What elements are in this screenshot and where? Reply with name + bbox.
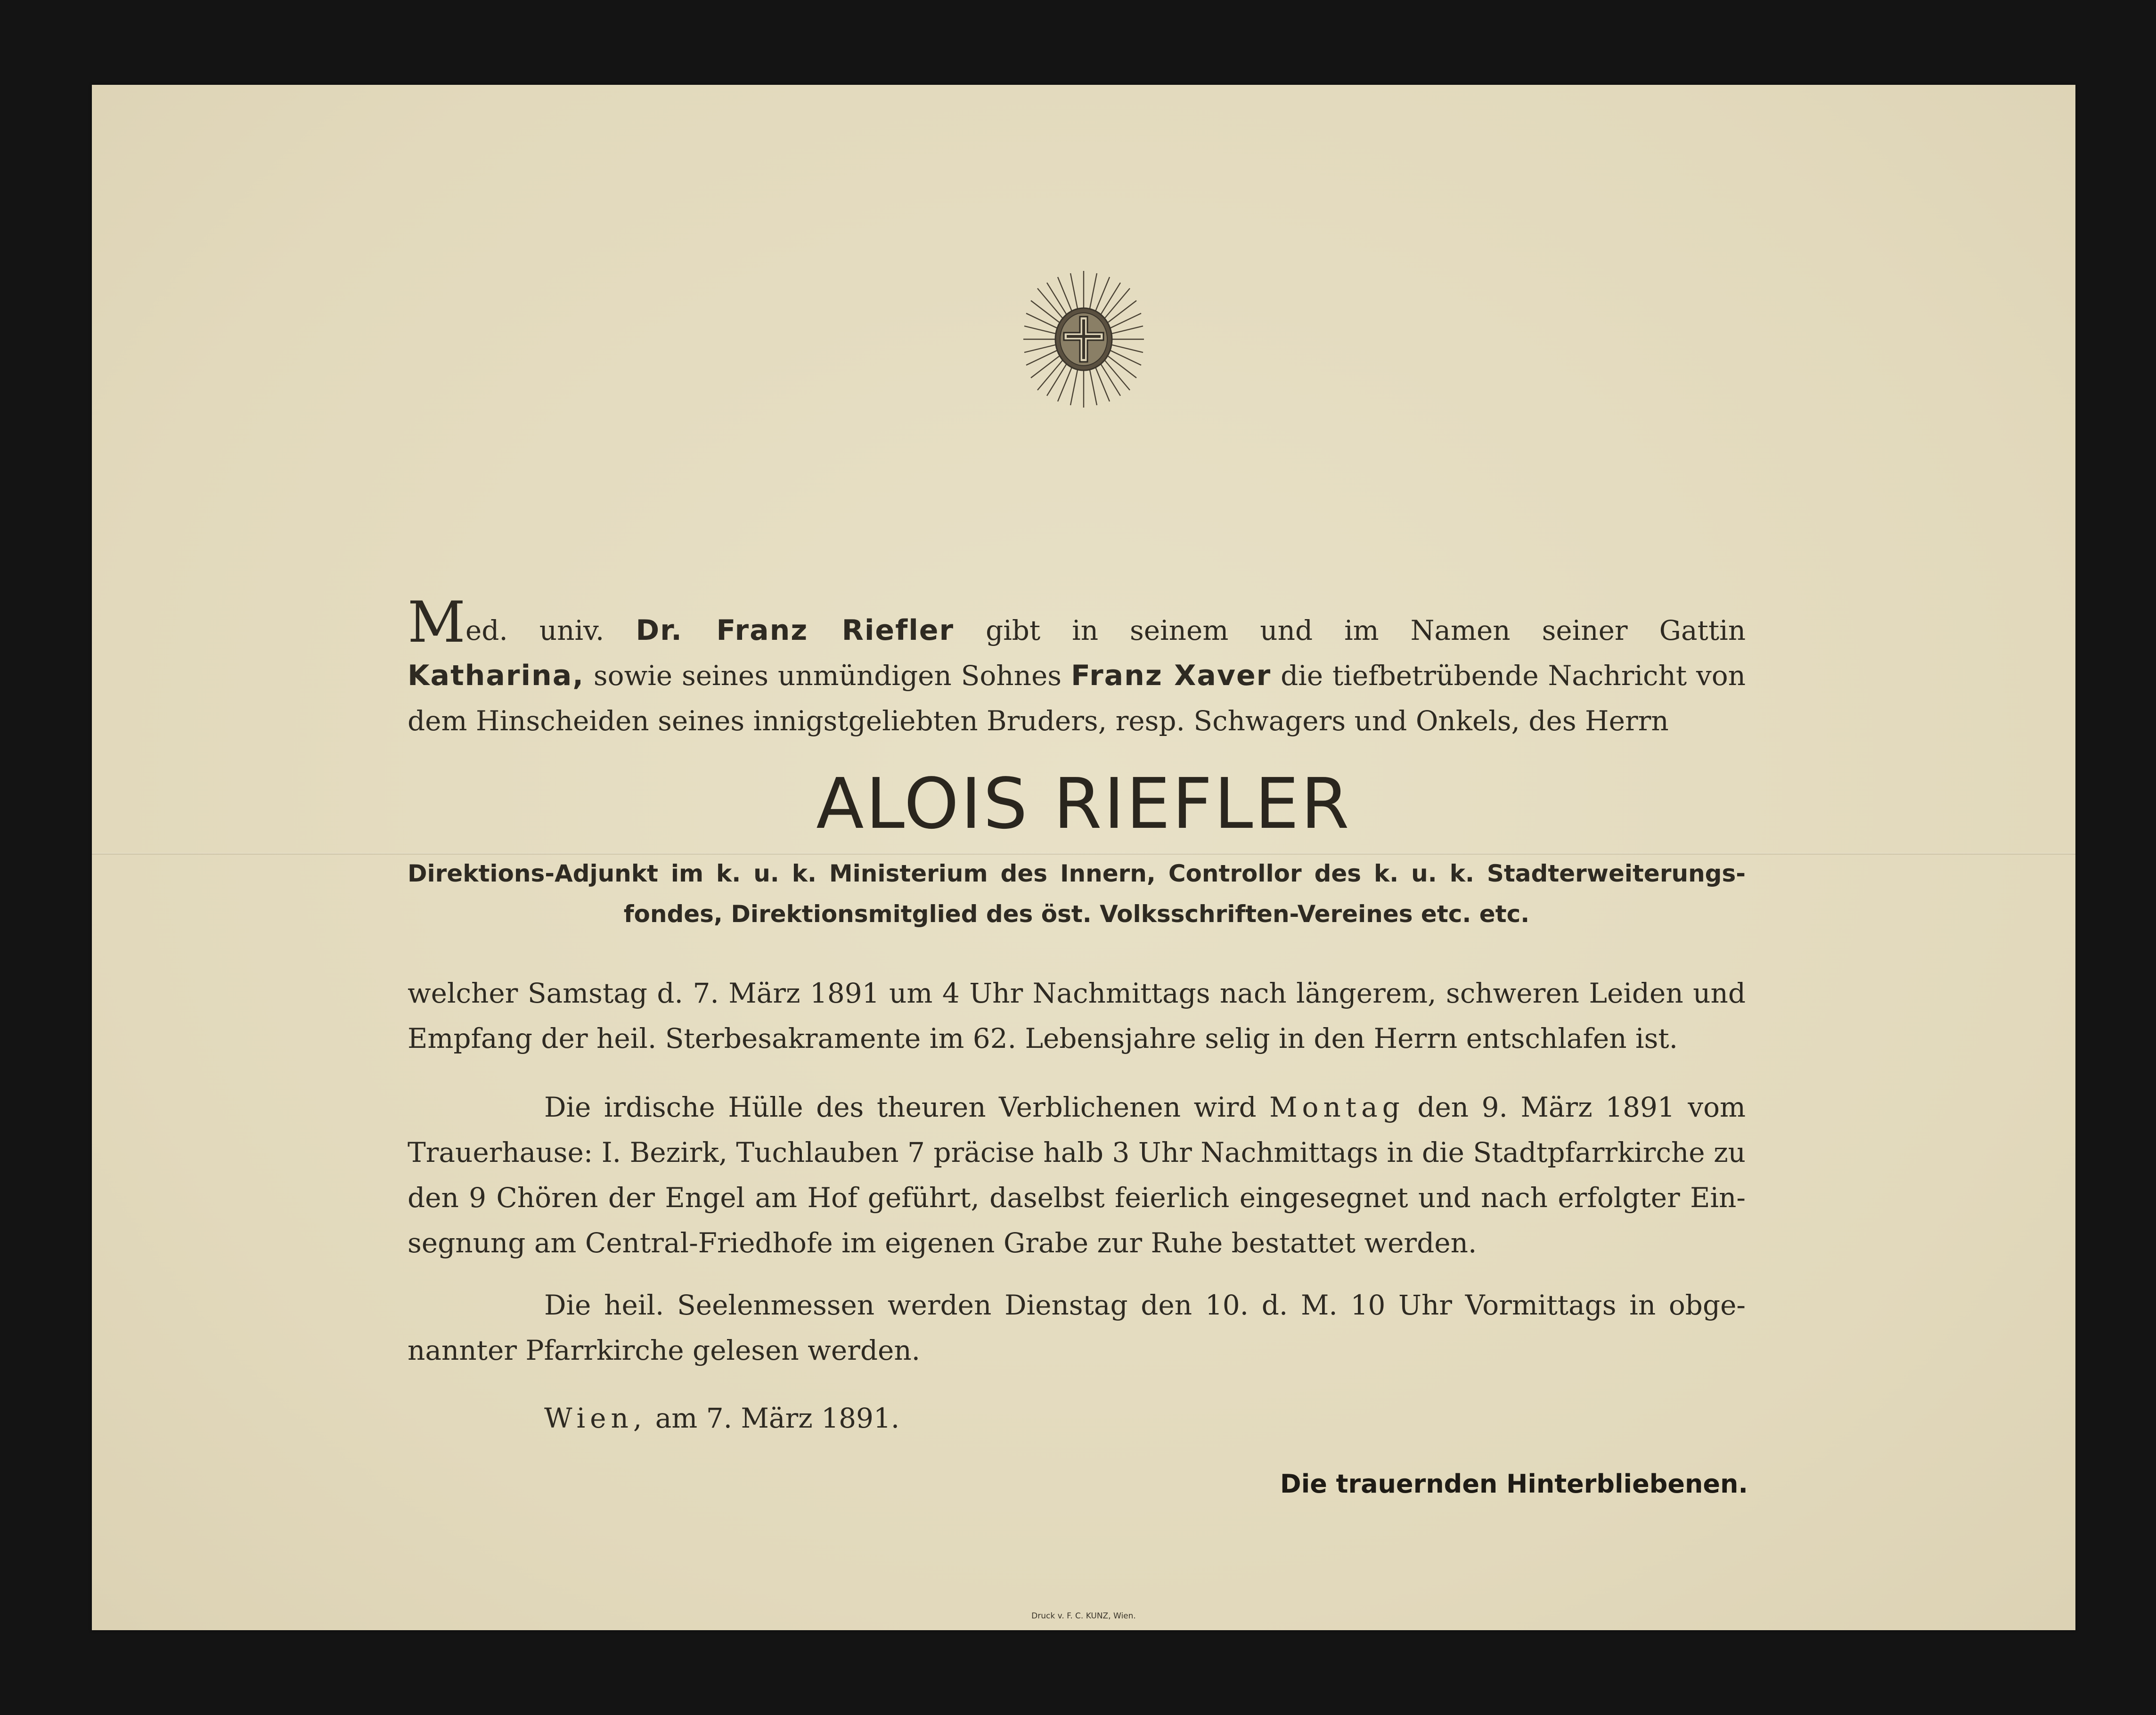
funeral-line-4: segnung am Central-Friedhofe im eigenen Grabe zur Ruhe bestattet werden. [408,1227,1477,1259]
funeral-line-2: Trauerhause: I. Bezirk, Tuchlauben 7 präcise halb 3 Uhr Nachmittags in die Stadtpfarrkirche zu [408,1136,1746,1168]
intro-line-1: Med. univ. Dr. Franz Riefler gibt in seinem und im Namen seiner Gattin [408,590,1746,655]
date: am 7. März 1891. [655,1402,900,1434]
masses-line-1: Die heil. Seelenmessen werden Dienstag den 10. d. M. 10 Uhr Vormittags in obge- [544,1289,1746,1321]
funeral-line-3: den 9 Chören der Engel am Hof geführt, daselbst feierlich eingesegnet und nach erfolgter Ein- [408,1182,1746,1214]
printer-imprint: Druck v. F. C. KUNZ, Wien. [1031,1611,1136,1621]
death-line-1: welcher Samstag d. 7. März 1891 um 4 Uhr Nachmittags nach längerem, schweren Leiden und [408,977,1746,1009]
titles-line-1: Direktions-Adjunkt im k. u. k. Ministerium des Innern, Controllor des k. u. k. Stadterweiterungs- [408,860,1746,887]
wife-name: Katharina, [408,659,585,692]
intro-line-2: Katharina, sowie seines unmündigen Sohnes Franz Xaver die tiefbetrübende Nachricht von [408,659,1746,692]
son-name: Franz Xaver [1070,659,1272,692]
funeral-day: Montag [1269,1091,1405,1123]
intro-line-3: dem Hinscheiden seines innigstgeliebten Bruders, resp. Schwagers und Onkels, des Herrn [408,705,1669,737]
intro-paragraph [408,590,1746,743]
deceased-name: ALOIS RIEFLER [816,763,1351,844]
drop-cap: M [408,590,466,655]
radiant-cross-icon [1020,269,1147,410]
death-line-2: Empfang der heil. Sterbesakramente im 62. Lebensjahre selig in den Herrn entschlafen ist. [408,1022,1678,1054]
signature: Die trauernden Hinterbliebenen. [1280,1469,1748,1499]
titles-line-2: fondes, Direktionsmitglied des öst. Volksschriften-Vereines etc. etc. [623,900,1530,928]
funeral-line-1: Die irdische Hülle des theuren Verblichenen wird Montag den 9. März 1891 vom [544,1091,1746,1123]
place: Wien, [544,1402,647,1434]
funeral-paragraph [408,1085,1746,1266]
father-name: Dr. Franz Riefler [636,614,955,647]
masses-paragraph [408,1282,1746,1373]
death-notice-paper [92,85,2075,1630]
masses-line-2: nannter Pfarrkirche gelesen werden. [408,1334,921,1366]
death-paragraph [408,971,1746,1061]
place-date [408,1396,1746,1441]
